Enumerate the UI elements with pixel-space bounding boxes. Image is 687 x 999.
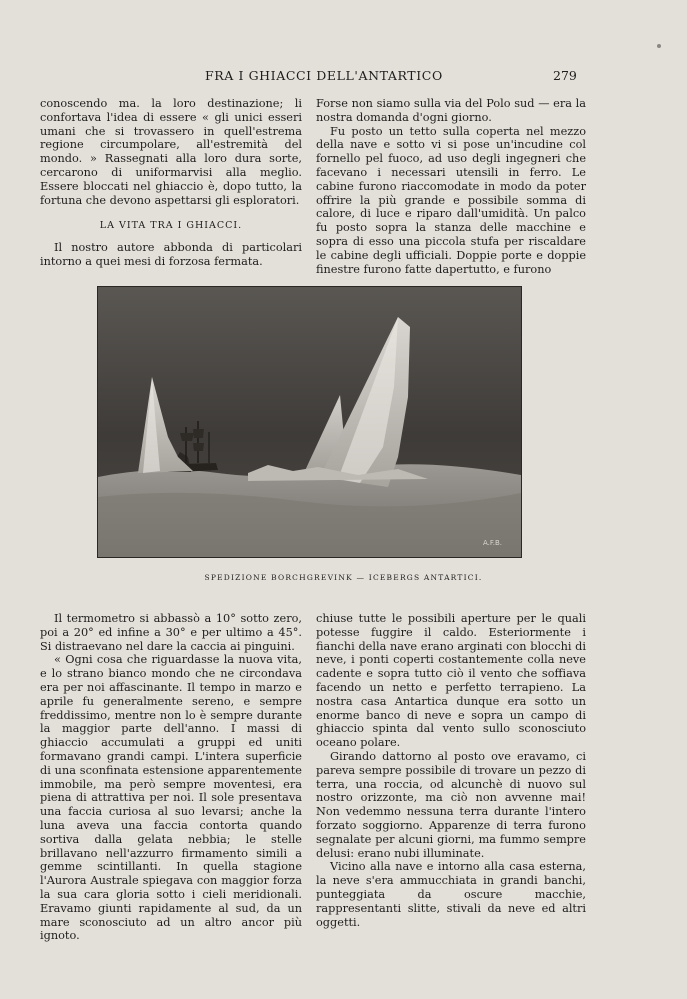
paragraph: chiuse tutte le possibili aperture per le quali potesse fuggire il caldo. Esteriormente i fianchi della nave erano arginati con blocchi di neve, i ponti coperti costantemente colla neve cadente e sopra tutto ciò il vento che soffiava facendo un netto e perfetto terrapieno. La nostra casa Antartica dunque era sotto un enorme banco di neve e sopra un campo di ghiaccio spinta dal vento sullo sconosciuto oceano polare. [316, 612, 586, 750]
running-head [0, 68, 687, 86]
iceberg-illustration [97, 286, 522, 558]
left-column-top [40, 97, 302, 269]
running-title: FRA I GHIACCI DELL'ANTARTICO [205, 68, 443, 83]
paragraph: conoscendo ma. la loro destinazione; li confortava l'idea di essere « gli unici esseri umani che si trovassero in quell'estrema regione circumpolare, all'estremità del mondo. » Rassegnati alla loro dura sorte, cercarono di uniformarvisi alla meglio. Essere bloccati nel ghiaccio è, dopo tutto, la fortuna che devono aspettarsi gli esploratori. [40, 97, 302, 207]
paper-speck [657, 44, 661, 48]
right-column-top [316, 97, 586, 276]
left-column-bottom [40, 612, 302, 943]
paragraph: Fu posto un tetto sulla coperta nel mezzo della nave e sotto vi si pose un'incudine col fornello pel fuoco, ad uso degli ingegneri che facevano i necessari utensili in ferro. Le cabine furono riaccomodate in modo da poter offrire la più grande e possibile somma di calore, di luce e riparo dall'umidità. Un palco fu posto sopra la stanza delle macchine e sopra di esso una piccola stufa per riscaldare le cabine degli ufficiali. Doppie porte e doppie finestre furono fatte dapertutto, e furono [316, 124, 586, 276]
engraver-signature: A.F.B. [482, 539, 502, 547]
figure-caption: SPEDIZIONE BORCHGREVINK — ICEBERGS ANTARTICI. [204, 573, 483, 582]
paragraph: Girando dattorno al posto ove eravamo, ci pareva sempre possibile di trovare un pezzo di terra, una roccia, od alcunchè di nuovo sul nostro orizzonte, ma ciò non avvenne mai! Non vedemmo nessuna terra durante l'intero forzato soggiorno. Apparenze di terra furono segnalate per alcuni giorni, ma fummo sempre delusi: erano nubi illuminate. [316, 749, 586, 860]
paragraph: Vicino alla nave e intorno alla casa esterna, la neve s'era ammucchiata in grandi banchi, punteggiata da oscure macchie, rappresentanti slitte, stivali da neve ed altri oggetti. [316, 860, 586, 929]
paragraph: Il termometro si abbassò a 10° sotto zero, poi a 20° ed infine a 30° e per ultimo a 45°. Si distraevano nel dare la caccia ai pinguini. [40, 612, 302, 653]
page-number: 279 [553, 68, 577, 83]
section-heading: LA VITA TRA I GHIACCI. [99, 220, 243, 232]
paragraph: Il nostro autore abbonda di particolari intorno a quei mesi di forzosa fermata. [40, 241, 302, 268]
iceberg-engraving [98, 287, 521, 557]
paragraph: Forse non siamo sulla via del Polo sud — era la nostra domanda d'ogni giorno. [316, 97, 586, 124]
right-column-bottom [316, 612, 586, 929]
paragraph: « Ogni cosa che riguardasse la nuova vita, e lo strano bianco mondo che ne circondava era per noi affascinante. Il tempo in marzo e aprile fu generalmente sereno, e sempre freddissimo, mentre non lo è sempre durante la maggior parte dell'anno. I massi di ghiaccio accumulati a gruppi ed uniti formavano grandi campi. L'intera superficie di una sconfinata estensione apparentemente immobile, ma però sempre moventesi, era piena di attrattiva per noi. Il sole presentava una faccia curiosa al suo levarsi; anche la luna aveva una faccia contorta quando sortiva dalla gelata nebbia; le stelle brillavano nell'azzurro firmamento simili a gemme scintillanti. In quella stagione l'Aurora Australe spiegava con maggior forza la sua cara gloria sotto i cieli meridionali. Eravamo giunti rapidamente al sud, da un mare sconosciuto ad un altro ancor più ignoto. [40, 653, 302, 943]
